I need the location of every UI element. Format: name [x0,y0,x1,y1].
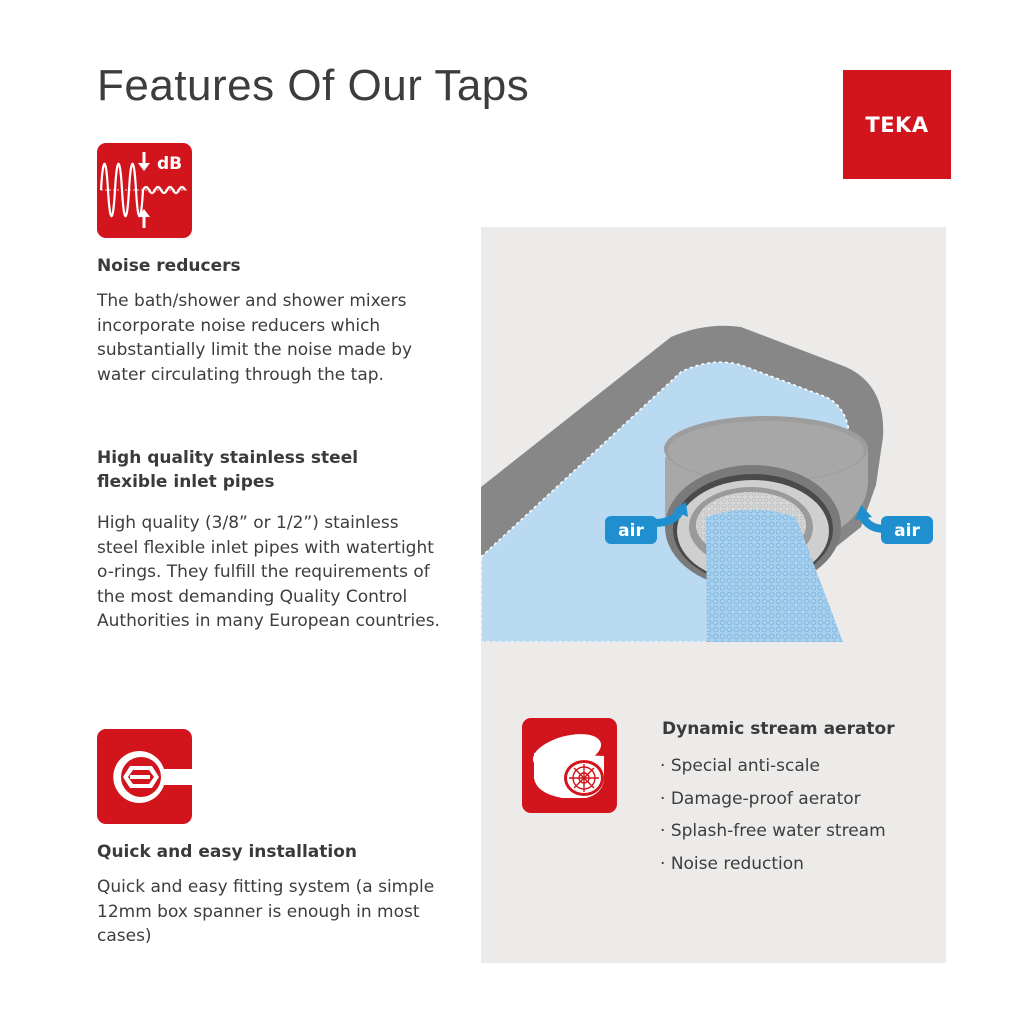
list-item: · Damage-proof aerator [660,783,886,816]
aerator-icon [522,718,617,813]
aerator-feature-list [660,750,886,880]
tap-aerator-illustration [481,227,946,642]
noise-reducers-title: Noise reducers [97,256,241,276]
noise-reducers-text: The bath/shower and shower mixers incorporate noise reducers which substantially limit the noise made by water circulating through the tap. [97,291,413,385]
inlet-pipes-title: High quality stainless steel flexible inlet pipes [97,448,359,492]
installation-title: Quick and easy installation [97,842,357,862]
page-title: Features Of Our Taps [97,61,530,110]
inlet-pipes-text: High quality (3/8” or 1/2”) stainless steel flexible inlet pipes with watertight o-rings. They fulfill the requirements of the most demanding Quality Control Authorities in many European countries. [97,513,440,631]
spanner-icon [97,729,192,824]
logo-text: TEKA [865,112,929,137]
aerator-title: Dynamic stream aerator [662,719,895,739]
installation-text: Quick and easy fitting system (a simple 12mm box spanner is enough in most cases) [97,877,435,946]
teka-logo [843,70,951,179]
list-item: · Noise reduction [660,848,886,881]
air-label-right: air [894,521,920,541]
list-item: · Splash-free water stream [660,815,886,848]
air-label-left: air [618,521,644,541]
list-item: · Special anti-scale [660,750,886,783]
db-label: dB [157,154,183,174]
noise-db-icon [97,143,192,238]
